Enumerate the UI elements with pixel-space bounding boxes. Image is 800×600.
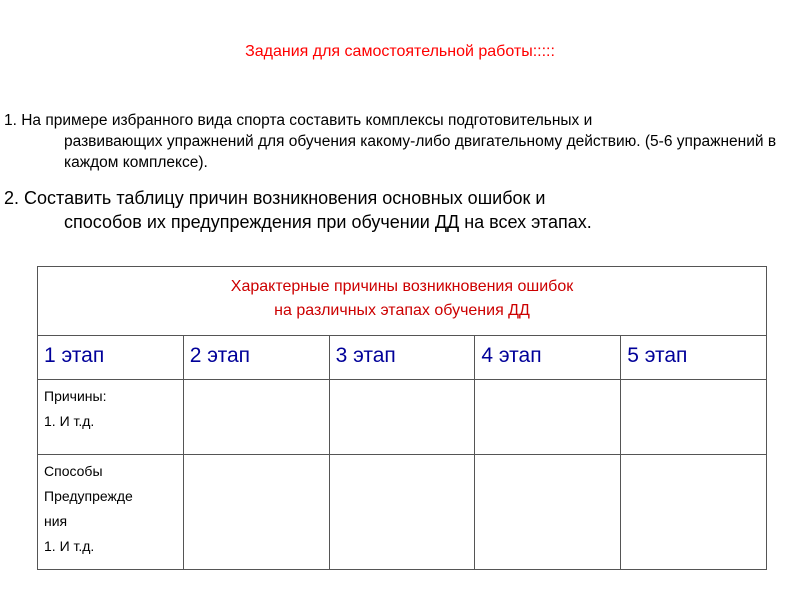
table-header-row — [38, 267, 767, 336]
task-1-continuation: развивающих упражнений для обучения какому-либо двигательному действию. (5-6 упражнений в каждом комплексе). — [64, 133, 777, 171]
table-cell — [475, 380, 621, 455]
methods-label: Способы — [44, 463, 103, 479]
errors-table — [37, 266, 767, 570]
stages-row — [38, 336, 767, 380]
table-cell — [329, 380, 475, 455]
table-cell — [621, 455, 767, 570]
table-cell — [621, 380, 767, 455]
task-2 — [4, 186, 794, 234]
table-row — [38, 455, 767, 570]
causes-cell — [38, 380, 184, 455]
causes-label: Причины: — [44, 388, 107, 404]
methods-item: 1. И т.д. — [44, 538, 95, 554]
methods-label-2: Предупрежде — [44, 488, 133, 504]
table-header-cell — [38, 267, 767, 336]
stage-1: 1 этап — [38, 336, 184, 380]
table-cell — [329, 455, 475, 570]
table-cell — [183, 380, 329, 455]
task-2-continuation: способов их предупреждения при обучении ДД на всех этапах. — [64, 212, 592, 232]
stage-3: 3 этап — [329, 336, 475, 380]
task-1-first-line: 1. На примере избранного вида спорта составить комплексы подготовительных и — [4, 112, 593, 129]
methods-label-3: ния — [44, 513, 68, 529]
stage-5: 5 этап — [621, 336, 767, 380]
stage-4: 4 этап — [475, 336, 621, 380]
table-cell — [183, 455, 329, 570]
task-2-first-line: 2. Составить таблицу причин возникновения основных ошибок и — [4, 188, 546, 208]
page-title: Задания для самостоятельной работы::::: — [245, 43, 555, 60]
table-header-line-1: Характерные причины возникновения ошибок — [230, 278, 574, 295]
table-header-line-2: на различных этапах обучения ДД — [274, 302, 530, 319]
table-row — [38, 380, 767, 455]
stage-2: 2 этап — [183, 336, 329, 380]
causes-item: 1. И т.д. — [44, 413, 95, 429]
methods-cell — [38, 455, 184, 570]
task-1 — [4, 110, 794, 173]
table-cell — [475, 455, 621, 570]
